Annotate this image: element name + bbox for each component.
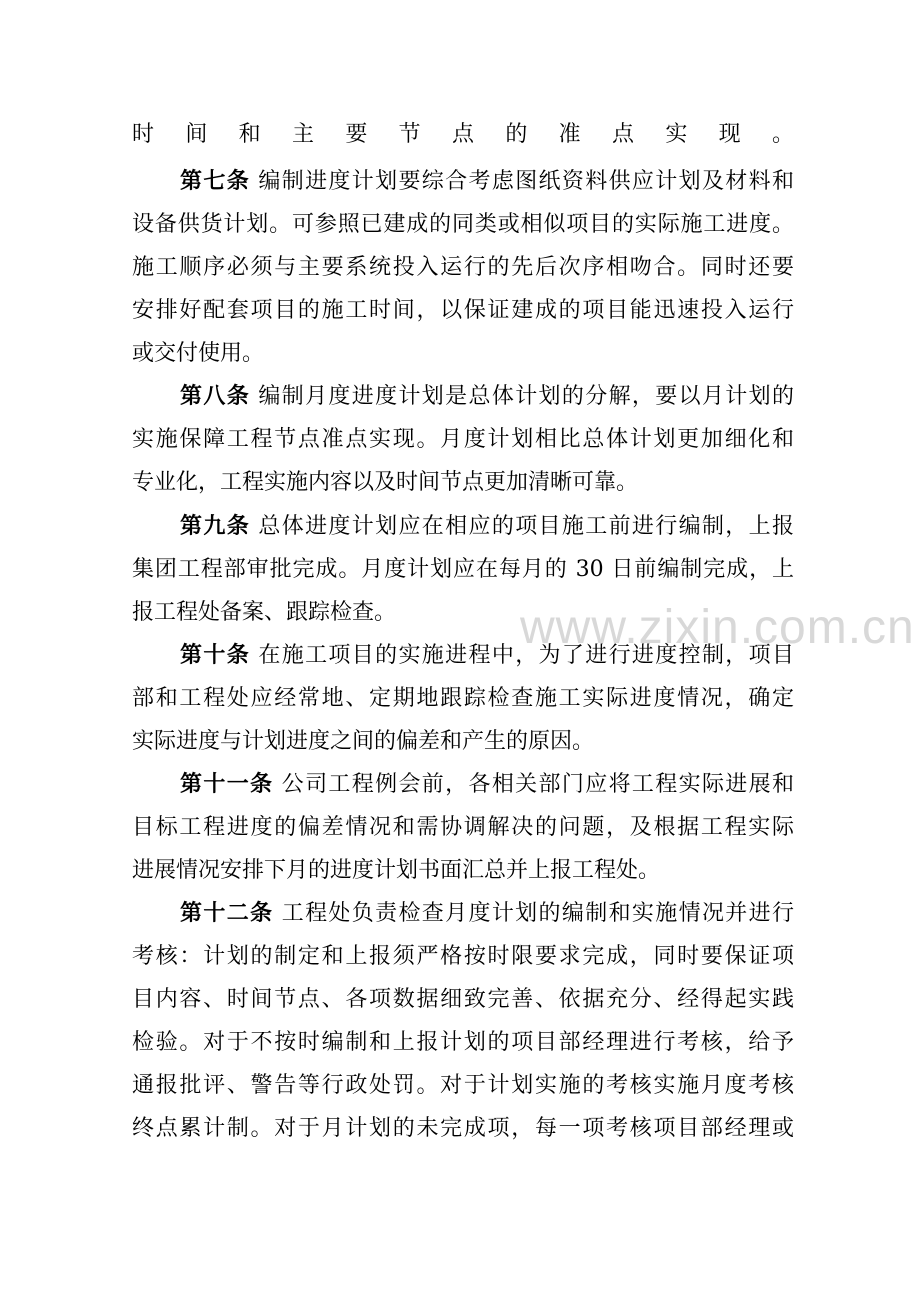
article-heading: 第九条 — [180, 514, 251, 539]
watermark-text: www.zixin.com.cn — [520, 601, 915, 654]
paragraph-line: 集团工程部审批完成。月度计划应在每月的 30 日前编制完成，上 — [132, 557, 794, 582]
paragraph-line: 第十条 在施工项目的实施进程中，为了进行进度控制，项目 — [180, 643, 794, 668]
paragraph-line: 设备供货计划。可参照已建成的同类或相似项目的实际施工进度。 — [132, 212, 794, 237]
paragraph-line: 专业化，工程实施内容以及时间节点更加清晰可靠。 — [132, 470, 639, 495]
paragraph-line: 施工顺序必须与主要系统投入运行的先后次序相吻合。同时还要 — [132, 255, 794, 280]
paragraph-line: 通报批评、警告等行政处罚。对于计划实施的考核实施月度考核 — [132, 1073, 794, 1098]
paragraph-line: 安排好配套项目的施工时间，以保证建成的项目能迅速投入运行 — [132, 298, 794, 323]
article-heading: 第八条 — [180, 384, 251, 409]
paragraph-line: 第八条 编制月度进度计划是总体计划的分解，要以月计划的 — [180, 384, 794, 409]
paragraph-line: 进展情况安排下月的进度计划书面汇总并上报工程处。 — [132, 858, 661, 883]
paragraph-line: 报工程处备案、跟踪检查。 — [132, 600, 397, 625]
paragraph-line: 第十一条 公司工程例会前，各相关部门应将工程实际进展和 — [180, 772, 794, 797]
paragraph-line: 考核：计划的制定和上报须严格按时限要求完成，同时要保证项 — [132, 944, 794, 969]
article-heading: 第十一条 — [180, 772, 274, 797]
paragraph-line: 检验。对于不按时编制和上报计划的项目部经理进行考核，给予 — [132, 1030, 794, 1055]
paragraph-line: 第十二条 工程处负责检查月度计划的编制和实施情况并进行 — [180, 901, 794, 926]
paragraph-line: 目标工程进度的偏差情况和需协调解决的问题，及根据工程实际 — [132, 815, 794, 840]
paragraph-line: 或交付使用。 — [132, 341, 265, 366]
article-heading: 第七条 — [180, 169, 251, 194]
paragraph-line: 部和工程处应经常地、定期地跟踪检查施工实际进度情况，确定 — [132, 686, 794, 711]
paragraph-line: 第九条 总体进度计划应在相应的项目施工前进行编制，上报 — [180, 514, 794, 539]
paragraph-line: 实际进度与计划进度之间的偏差和产生的原因。 — [132, 729, 595, 754]
paragraph-line: 实施保障工程节点准点实现。月度计划相比总体计划更加细化和 — [132, 427, 794, 452]
paragraph-line: 终点累计制。对于月计划的未完成项，每一项考核项目部经理或 — [132, 1116, 794, 1141]
paragraph-line: 目内容、时间节点、各项数据细致完善、依据充分、经得起实践 — [132, 987, 794, 1012]
paragraph-line: 第七条 编制进度计划要综合考虑图纸资料供应计划及材料和 — [180, 169, 794, 194]
article-heading: 第十二条 — [180, 901, 274, 926]
paragraph-line: 时间和主要节点的准点实现。 — [132, 122, 794, 147]
article-heading: 第十条 — [180, 643, 251, 668]
